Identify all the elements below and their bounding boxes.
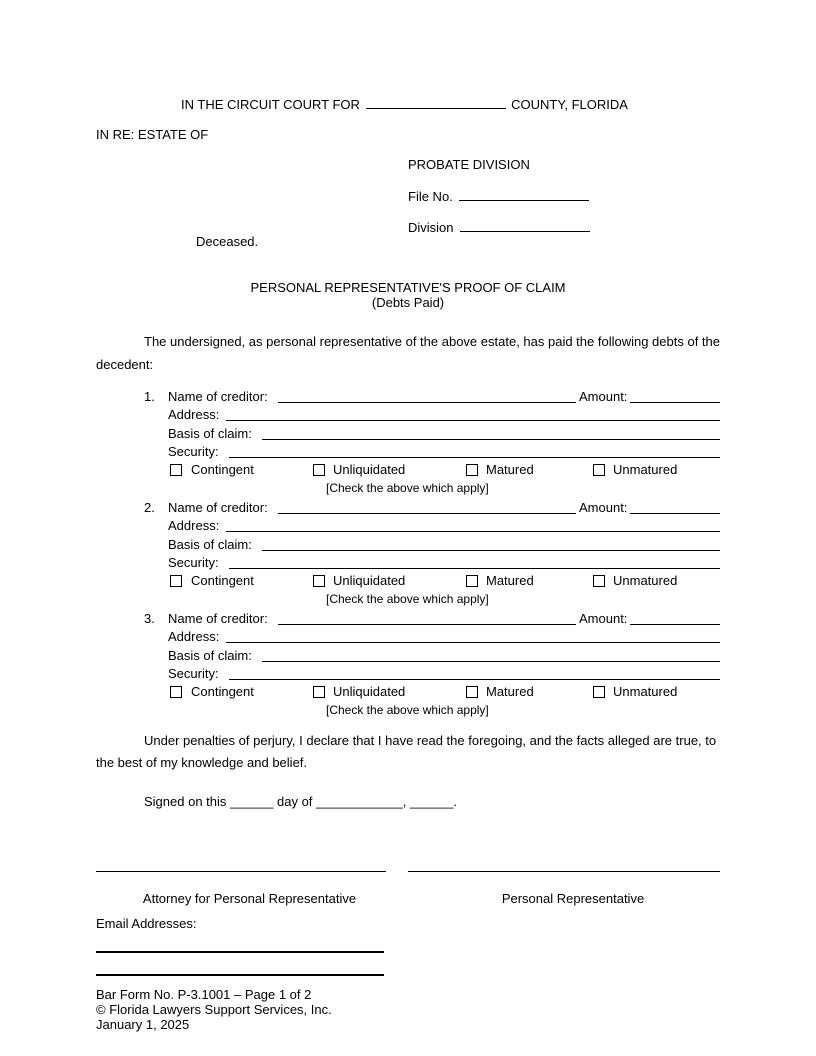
form-title: PERSONAL REPRESENTATIVE'S PROOF OF CLAIM [250,280,566,295]
unmatured-checkbox[interactable] [593,575,605,587]
signed-on-line: Signed on this ______ day of ____________, ______. [144,794,457,809]
security-label: Security: [168,555,219,570]
declaration-line-1: Under penalties of perjury, I declare that I have read the foregoing, and the facts alleged are true, to [144,733,717,748]
personal-rep-signature-line[interactable] [408,871,720,872]
unliquidated-label: Unliquidated [333,684,406,699]
basis-field[interactable] [262,439,720,440]
security-field[interactable] [229,457,720,458]
declaration-line-2: the best of my knowledge and belief. [96,755,308,770]
address-label: Address: [168,629,220,644]
footer-form-no: Bar Form No. P-3.1001 – Page 1 of 2 [96,987,312,1002]
contingent-checkbox[interactable] [170,575,182,587]
amount-label: Amount: [579,611,628,626]
form-subtitle: (Debts Paid) [371,295,445,310]
creditor-label: Name of creditor: [168,389,268,404]
basis-field[interactable] [262,661,720,662]
personal-rep-label: Personal Representative [501,891,645,906]
unmatured-label: Unmatured [613,573,678,588]
division-label: Division [408,220,454,235]
division-field[interactable] [460,219,590,232]
court-suffix: COUNTY, FLORIDA [511,97,628,112]
matured-label: Matured [486,462,534,477]
unliquidated-checkbox[interactable] [313,686,325,698]
deceased-label: Deceased. [196,234,259,249]
unliquidated-checkbox[interactable] [313,464,325,476]
attorney-signature-line[interactable] [96,871,386,872]
claim-number: 1. [144,389,155,404]
unmatured-checkbox[interactable] [593,464,605,476]
check-note: [Check the above which apply] [326,592,489,606]
creditor-field[interactable] [278,624,576,625]
contingent-checkbox[interactable] [170,686,182,698]
security-label: Security: [168,444,219,459]
footer-copyright: © Florida Lawyers Support Services, Inc. [96,1002,332,1017]
contingent-label: Contingent [191,462,254,477]
email-line-2[interactable] [96,974,384,976]
check-note: [Check the above which apply] [326,703,489,717]
attorney-label: Attorney for Personal Representative [142,891,357,906]
creditor-field[interactable] [278,402,576,403]
contingent-label: Contingent [191,573,254,588]
amount-field[interactable] [630,624,720,625]
creditor-label: Name of creditor: [168,500,268,515]
unmatured-label: Unmatured [613,684,678,699]
matured-label: Matured [486,573,534,588]
file-no-label: File No. [408,189,453,204]
contingent-label: Contingent [191,684,254,699]
security-field[interactable] [229,568,720,569]
amount-label: Amount: [579,500,628,515]
basis-label: Basis of claim: [168,537,252,552]
unliquidated-label: Unliquidated [333,462,406,477]
division-row [408,219,590,236]
file-no-row [408,188,589,205]
amount-label: Amount: [579,389,628,404]
security-label: Security: [168,666,219,681]
intro-line-2: decedent: [96,357,154,372]
address-label: Address: [168,518,220,533]
basis-label: Basis of claim: [168,426,252,441]
amount-field[interactable] [630,402,720,403]
unmatured-checkbox[interactable] [593,686,605,698]
creditor-label: Name of creditor: [168,611,268,626]
email-line-1[interactable] [96,951,384,953]
matured-checkbox[interactable] [466,686,478,698]
check-note: [Check the above which apply] [326,481,489,495]
address-field[interactable] [226,642,720,643]
creditor-field[interactable] [278,513,576,514]
court-prefix: IN THE CIRCUIT COURT FOR [181,97,360,112]
security-field[interactable] [229,679,720,680]
footer-date: January 1, 2025 [96,1017,190,1032]
address-field[interactable] [226,420,720,421]
probate-division-label: PROBATE DIVISION [408,157,530,172]
intro-line-1: The undersigned, as personal representative of the above estate, has paid the following debts of the [144,334,720,349]
unliquidated-checkbox[interactable] [313,575,325,587]
email-addresses-label: Email Addresses: [96,916,197,931]
unmatured-label: Unmatured [613,462,678,477]
matured-checkbox[interactable] [466,464,478,476]
address-label: Address: [168,407,220,422]
file-no-field[interactable] [459,188,589,201]
amount-field[interactable] [630,513,720,514]
estate-of-label: IN RE: ESTATE OF [96,127,209,142]
unliquidated-label: Unliquidated [333,573,406,588]
basis-field[interactable] [262,550,720,551]
claim-number: 2. [144,500,155,515]
county-field[interactable] [366,96,506,109]
basis-label: Basis of claim: [168,648,252,663]
matured-label: Matured [486,684,534,699]
court-heading [181,96,628,113]
claim-number: 3. [144,611,155,626]
address-field[interactable] [226,531,720,532]
matured-checkbox[interactable] [466,575,478,587]
contingent-checkbox[interactable] [170,464,182,476]
